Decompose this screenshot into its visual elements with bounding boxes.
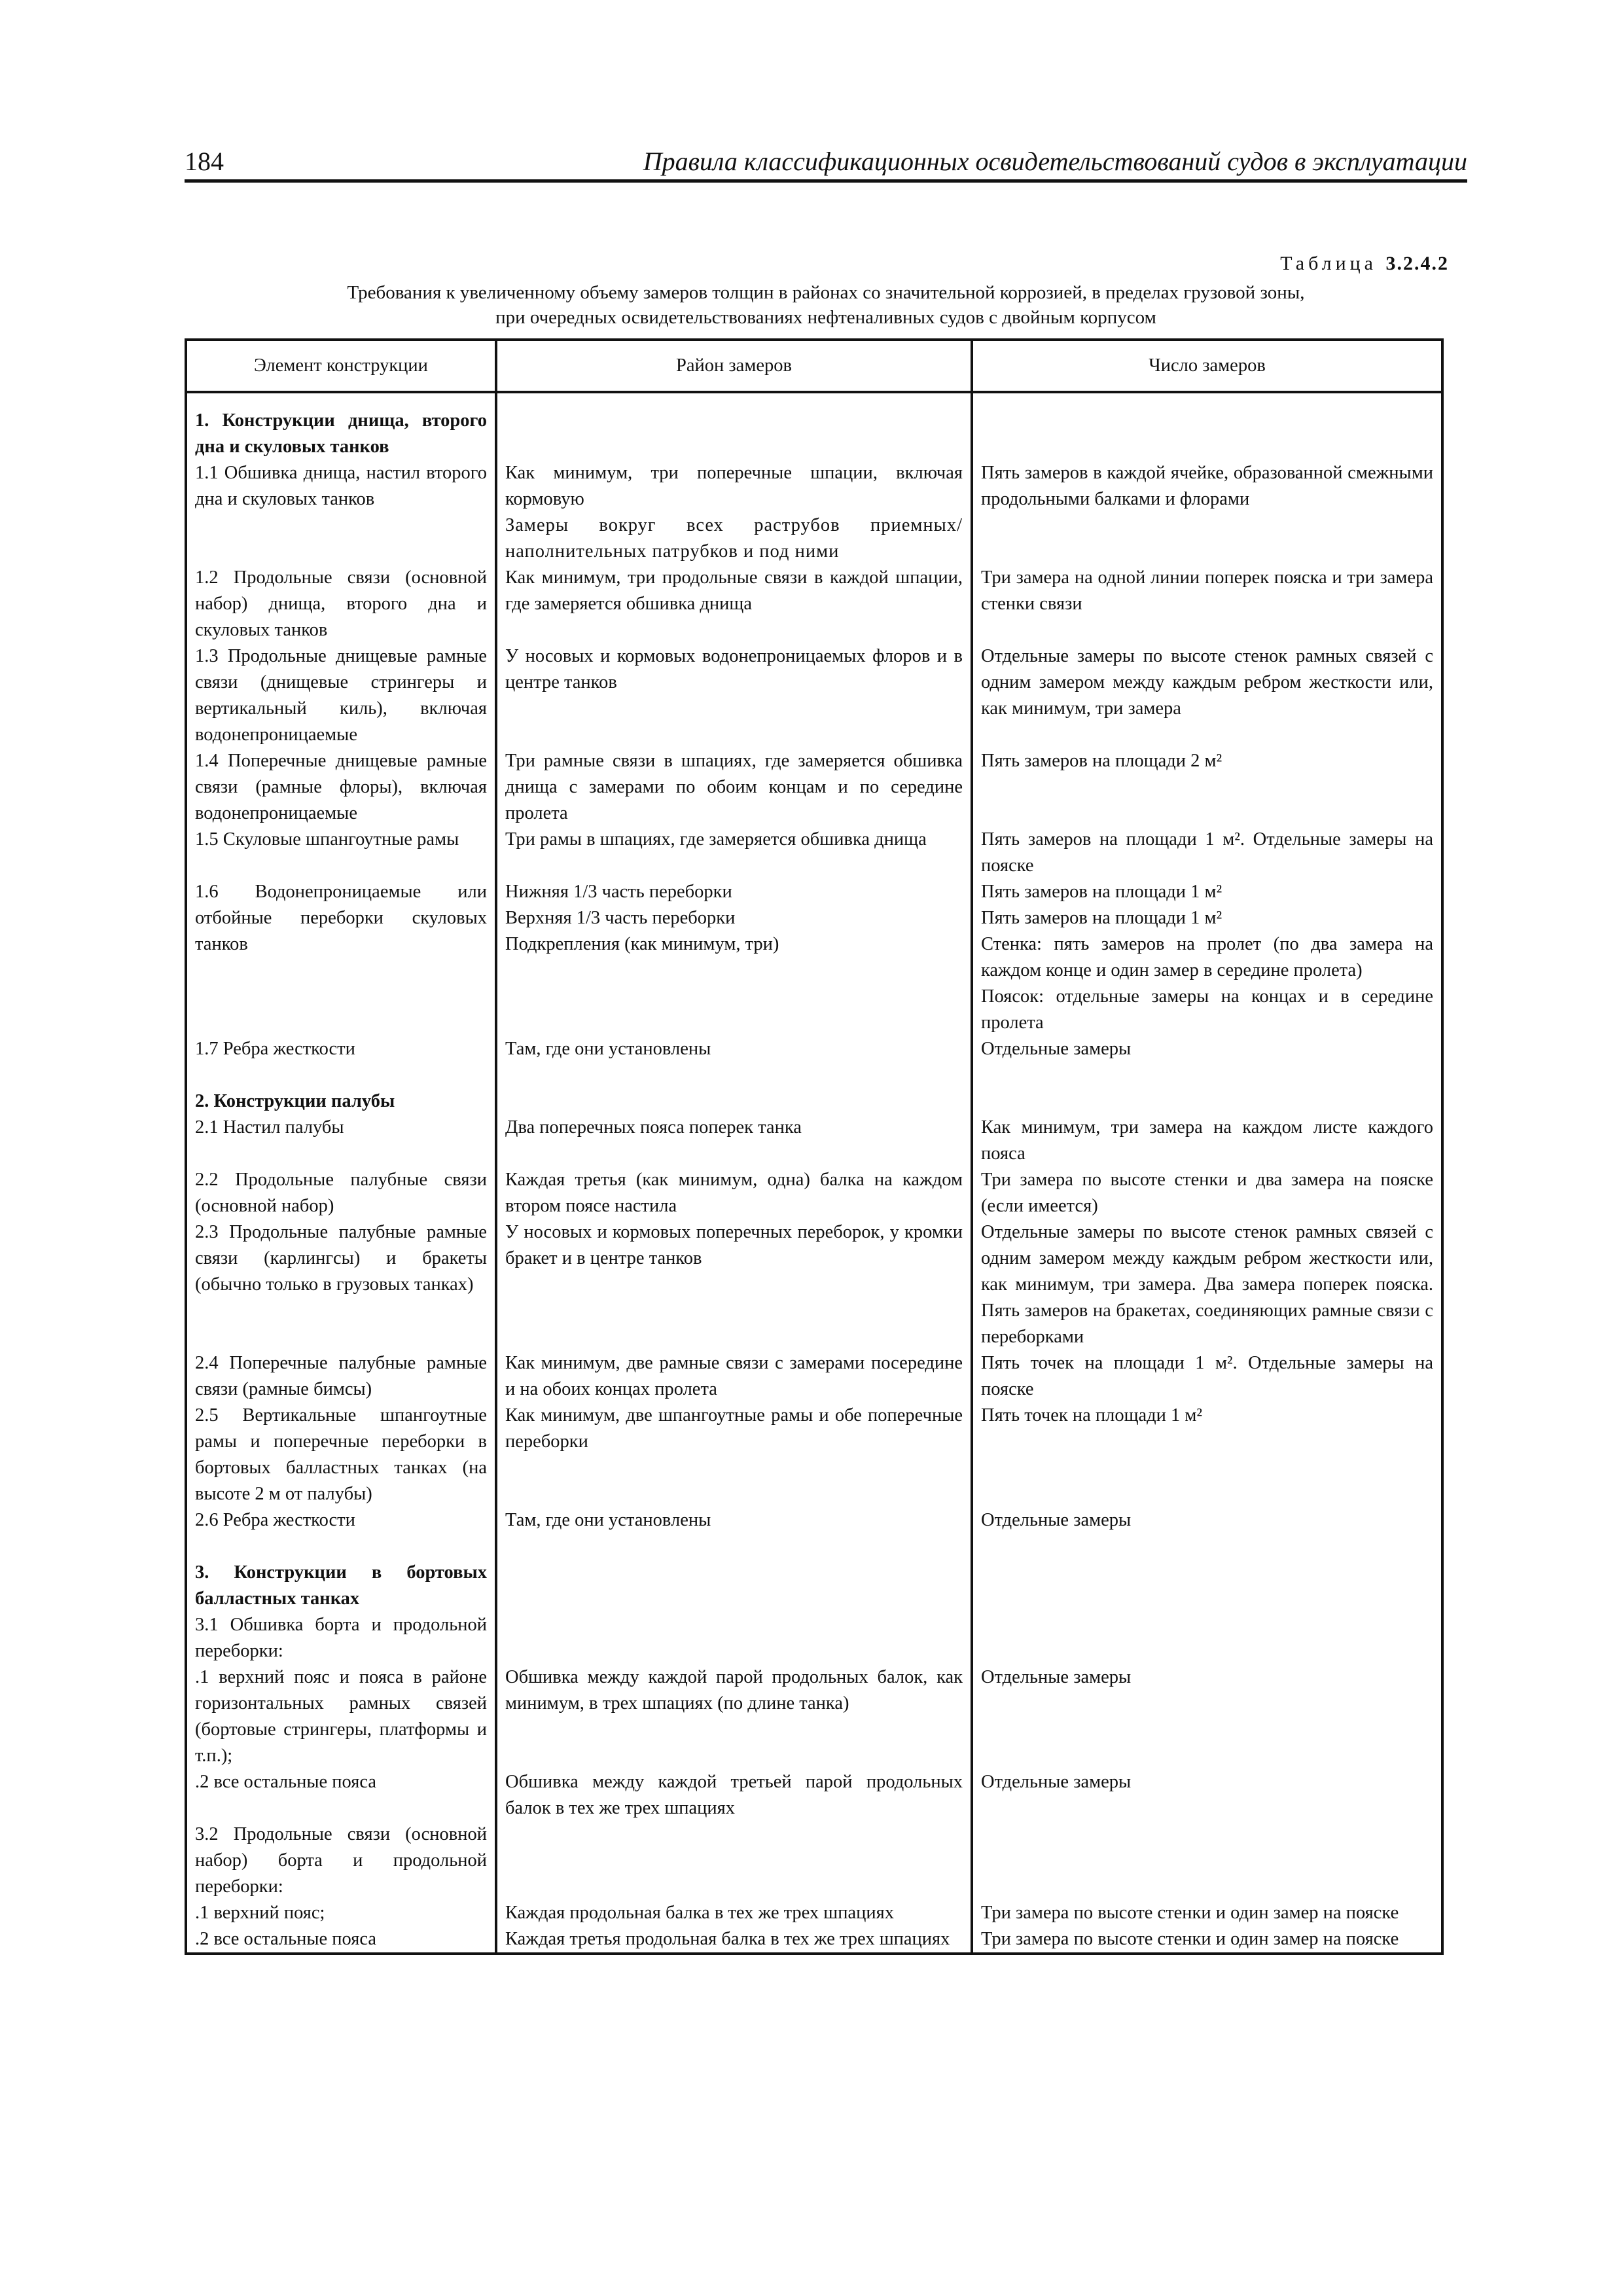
table-caption — [185, 280, 1467, 330]
cell-count: Три замера на одной линии поперек пояска и три замера стенки связи — [972, 565, 1442, 643]
cell-count: Три замера по высоте стенки и один замер на пояске — [972, 1926, 1442, 1954]
cell-count: Три замера по высоте стенки и один замер на пояске — [972, 1900, 1442, 1926]
cell-area: Каждая третья продольная балка в тех же трех шпациях — [496, 1926, 972, 1954]
table-row — [186, 1664, 1442, 1769]
cell-area: Там, где они установлены — [496, 1036, 972, 1062]
table-row — [186, 1769, 1442, 1821]
table-row — [186, 1115, 1442, 1167]
table-row — [186, 460, 1442, 565]
cell-count: Три замера по высоте стенки и два замера на пояске (если имеется) — [972, 1167, 1442, 1219]
cell-element: 2.3 Продольные палубные рамные связи (карлингсы) и бракеты (обычно только в грузовых танках) — [186, 1219, 496, 1350]
table-row — [186, 1507, 1442, 1534]
cell-area: Обшивка между каждой третьей парой продольных балок в тех же трех шпациях — [496, 1769, 972, 1821]
column-header-element: Элемент конструкции — [186, 340, 496, 392]
cell-element: .1 верхний пояс и пояса в районе горизонтальных рамных связей (бортовые стрингеры, платформы и т.п.); — [186, 1664, 496, 1769]
table-row — [186, 565, 1442, 643]
cell-element: 2.4 Поперечные палубные рамные связи (рамные бимсы) — [186, 1350, 496, 1403]
cell-count: Пять точек на площади 1 м². Отдельные замеры на пояске — [972, 1350, 1442, 1403]
cell-element: 1.4 Поперечные днищевые рамные связи (рамные флоры), включая водонепроницаемые — [186, 748, 496, 827]
table-row — [186, 1926, 1442, 1954]
cell-area — [496, 392, 972, 460]
table-row — [186, 827, 1442, 879]
requirements-table — [185, 338, 1441, 1955]
running-title: Правила классификационных освидетельствований судов в эксплуатации — [643, 147, 1467, 176]
cell-area: Там, где они установлены — [496, 1507, 972, 1534]
table-row — [186, 1403, 1442, 1507]
cell-element: 1.6 Водонепроницаемые или отбойные переборки скуловых танков — [186, 879, 496, 1036]
table-label-number: 3.2.4.2 — [1385, 253, 1449, 274]
cell-count: Отдельные замеры — [972, 1769, 1442, 1821]
cell-element: .2 все остальные пояса — [186, 1769, 496, 1821]
table-row — [186, 879, 1442, 1036]
cell-element: 1.7 Ребра жесткости — [186, 1036, 496, 1062]
cell-area: У носовых и кормовых поперечных переборок, у кромки бракет и в центре танков — [496, 1219, 972, 1350]
cell-area: Три рамные связи в шпациях, где замеряется обшивка днища с замерами по обоим концам и по середине пролета — [496, 748, 972, 827]
cell-element: 2.1 Настил палубы — [186, 1115, 496, 1167]
page-header — [185, 143, 1467, 183]
cell-area — [496, 1534, 972, 1612]
table-row — [186, 1534, 1442, 1612]
cell-area: У носовых и кормовых водонепроницаемых флоров и в центре танков — [496, 643, 972, 748]
cell-area: Три рамы в шпациях, где замеряется обшивка днища — [496, 827, 972, 879]
cell-count: Отдельные замеры — [972, 1507, 1442, 1534]
cell-area — [496, 1062, 972, 1115]
table-row — [186, 643, 1442, 748]
cell-count: Отдельные замеры по высоте стенок рамных связей с одним замером между каждым ребром жесткости или, как минимум, три замера. Два замера поперек пояска. Пять замеров на бракетах, соединяющих рамные связи с переборками — [972, 1219, 1442, 1350]
cell-element: 2.6 Ребра жесткости — [186, 1507, 496, 1534]
cell-count — [972, 1534, 1442, 1612]
cell-count — [972, 392, 1442, 460]
table-row — [186, 1167, 1442, 1219]
table-row — [186, 1821, 1442, 1900]
cell-area: Как минимум, три продольные связи в каждой шпации, где замеряется обшивка днища — [496, 565, 972, 643]
cell-element: 3.1 Обшивка борта и продольной переборки: — [186, 1612, 496, 1664]
caption-line-2: при очередных освидетельствованиях нефтеналивных судов с двойным корпусом — [495, 307, 1156, 328]
cell-element: 2.5 Вертикальные шпангоутные рамы и поперечные переборки в бортовых балластных танках (на высоте 2 м от палубы) — [186, 1403, 496, 1507]
table-row — [186, 1062, 1442, 1115]
table-row — [186, 1900, 1442, 1926]
cell-element: .2 все остальные пояса — [186, 1926, 496, 1954]
cell-element: .1 верхний пояс; — [186, 1900, 496, 1926]
cell-area: Как минимум, три поперечные шпации, включая кормовую Замеры вокруг всех раструбов приемных/ наполнительных патрубков и под ними — [496, 460, 972, 565]
cell-count: Пять замеров в каждой ячейке, образованной смежными продольными балками и флорами — [972, 460, 1442, 565]
cell-count: Пять замеров на площади 1 м². Отдельные замеры на пояске — [972, 827, 1442, 879]
table-row — [186, 1036, 1442, 1062]
table-label-word: Таблица — [1280, 253, 1377, 274]
cell-count: Отдельные замеры по высоте стенок рамных связей с одним замером между каждым ребром жесткости или, как минимум, три замера — [972, 643, 1442, 748]
cell-element: 3.2 Продольные связи (основной набор) борта и продольной переборки: — [186, 1821, 496, 1900]
table-label — [1280, 253, 1449, 275]
cell-area: Каждая третья (как минимум, одна) балка на каждом втором поясе настила — [496, 1167, 972, 1219]
cell-element: 1.3 Продольные днищевые рамные связи (днищевые стрингеры и вертикальный киль), включая водонепроницаемые — [186, 643, 496, 748]
cell-element: 1.2 Продольные связи (основной набор) днища, второго дна и скуловых танков — [186, 565, 496, 643]
cell-element: 3. Конструкции в бортовых балластных танках — [186, 1534, 496, 1612]
cell-count — [972, 1821, 1442, 1900]
cell-element: 2.2 Продольные палубные связи (основной набор) — [186, 1167, 496, 1219]
cell-area: Как минимум, две шпангоутные рамы и обе поперечные переборки — [496, 1403, 972, 1507]
cell-count: Пять замеров на площади 1 м² Пять замеров на площади 1 м² Стенка: пять замеров на пролет (по два замера на каждом конце и один замер в середине пролета) Поясок: отдельные замеры на концах и в середине пролета — [972, 879, 1442, 1036]
table-header-row — [186, 340, 1442, 392]
cell-area: Каждая продольная балка в тех же трех шпациях — [496, 1900, 972, 1926]
cell-element: 1. Конструкции днища, второго дна и скуловых танков — [186, 392, 496, 460]
page-number: 184 — [185, 147, 224, 176]
table-row — [186, 1219, 1442, 1350]
table-row — [186, 1350, 1442, 1403]
cell-count — [972, 1062, 1442, 1115]
column-header-area: Район замеров — [496, 340, 972, 392]
cell-count: Отдельные замеры — [972, 1664, 1442, 1769]
cell-count: Отдельные замеры — [972, 1036, 1442, 1062]
cell-count: Как минимум, три замера на каждом листе каждого пояса — [972, 1115, 1442, 1167]
caption-line-1: Требования к увеличенному объему замеров толщин в районах со значительной коррозией, в пределах грузовой зоны, — [347, 282, 1305, 303]
cell-element: 1.1 Обшивка днища, настил второго дна и скуловых танков — [186, 460, 496, 565]
cell-count — [972, 1612, 1442, 1664]
table-row — [186, 392, 1442, 460]
cell-area: Нижняя 1/3 часть переборки Верхняя 1/3 часть переборки Подкрепления (как минимум, три) — [496, 879, 972, 1036]
cell-area: Два поперечных пояса поперек танка — [496, 1115, 972, 1167]
table-row — [186, 1612, 1442, 1664]
cell-area: Обшивка между каждой парой продольных балок, как минимум, в трех шпациях (по длине танка) — [496, 1664, 972, 1769]
cell-element: 2. Конструкции палубы — [186, 1062, 496, 1115]
cell-element: 1.5 Скуловые шпангоутные рамы — [186, 827, 496, 879]
cell-area: Как минимум, две рамные связи с замерами посередине и на обоих концах пролета — [496, 1350, 972, 1403]
cell-count: Пять точек на площади 1 м² — [972, 1403, 1442, 1507]
cell-count: Пять замеров на площади 2 м² — [972, 748, 1442, 827]
cell-area — [496, 1612, 972, 1664]
cell-area — [496, 1821, 972, 1900]
column-header-count: Число замеров — [972, 340, 1442, 392]
table-row — [186, 748, 1442, 827]
